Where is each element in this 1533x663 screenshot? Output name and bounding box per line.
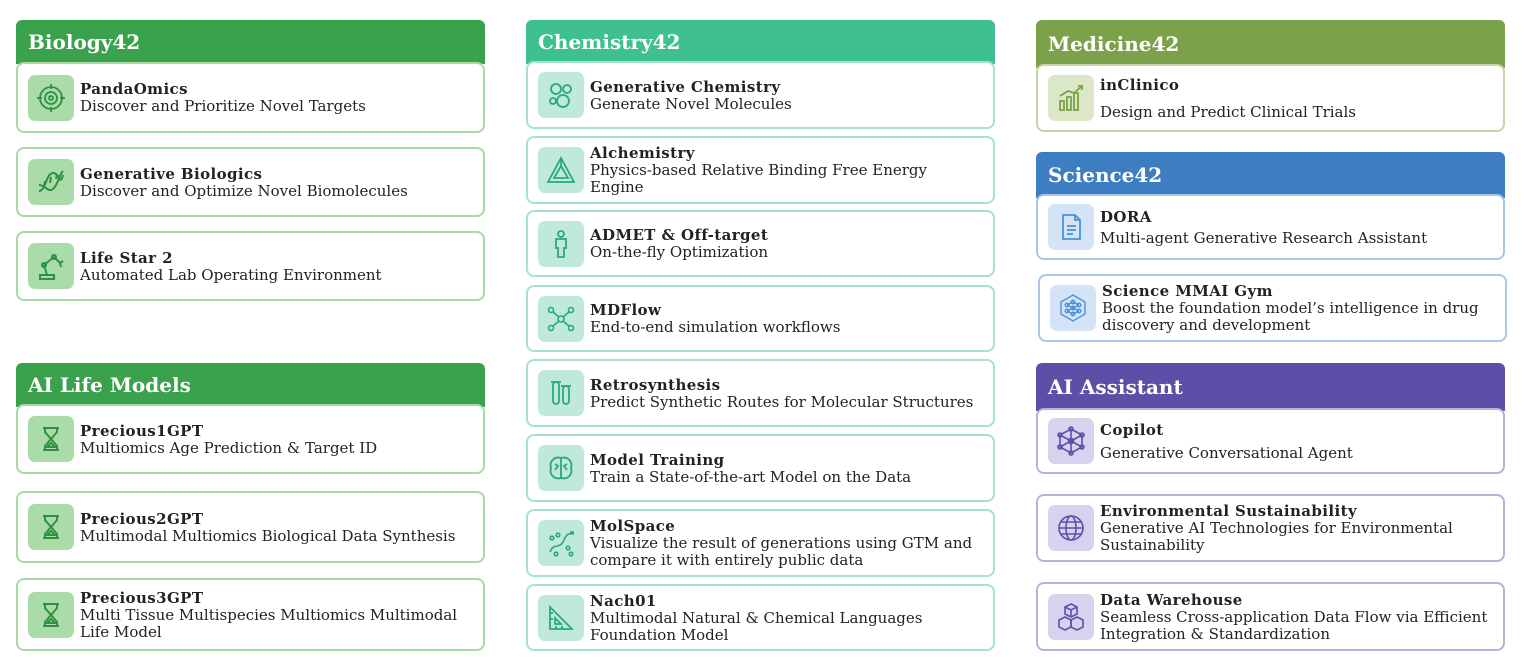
hourglass-icon xyxy=(28,416,74,462)
card-desc: Predict Synthetic Routes for Molecular Structures xyxy=(590,392,974,411)
card-title: inClinico xyxy=(1100,75,1180,94)
card-precious3gpt[interactable] xyxy=(16,578,485,651)
science42-header: Science42 xyxy=(1036,152,1505,198)
card-title: PandaOmics xyxy=(80,80,188,98)
card-environmental-sustainability[interactable] xyxy=(1036,494,1505,562)
card-desc: Seamless Cross-application Data Flow via Efficient Integration & Standardization xyxy=(1100,607,1488,643)
target-icon xyxy=(28,75,74,121)
card-title: MDFlow xyxy=(590,301,662,319)
card-desc: Multimodal Natural & Chemical Languages Foundation Model xyxy=(590,608,923,644)
card-molspace[interactable] xyxy=(526,509,995,577)
hourglass-icon xyxy=(28,592,74,638)
card-desc: Discover and Prioritize Novel Targets xyxy=(80,97,366,115)
card-title: Precious3GPT xyxy=(80,588,204,607)
bar-chart-icon xyxy=(1048,75,1094,121)
card-pandaomics[interactable] xyxy=(16,62,485,133)
card-desc: Discover and Optimize Novel Biomolecules xyxy=(80,181,408,200)
card-alchemistry[interactable] xyxy=(526,136,995,204)
card-desc: Multi-agent Generative Research Assistant xyxy=(1100,228,1428,247)
card-title: Retrosynthesis xyxy=(590,375,721,394)
card-generative-biologics[interactable] xyxy=(16,147,485,217)
card-desc: Automated Lab Operating Environment xyxy=(80,265,382,284)
hexagon-network-icon xyxy=(1048,418,1094,464)
card-title: Precious2GPT xyxy=(80,509,204,528)
card-title: Precious1GPT xyxy=(80,421,204,440)
card-desc: Boost the foundation model’s intelligence in drug discovery and development xyxy=(1102,299,1479,334)
card-admet-off-target[interactable] xyxy=(526,210,995,277)
card-desc: Train a State-of-the-art Model on the Data xyxy=(590,467,912,486)
card-desc: Generate Novel Molecules xyxy=(590,94,792,113)
document-icon xyxy=(1048,204,1094,250)
card-desc: Multi Tissue Multispecies Multiomics Multimodal Life Model xyxy=(80,605,458,641)
card-copilot[interactable] xyxy=(1036,408,1505,474)
ai-assistant-header: AI Assistant xyxy=(1036,363,1505,411)
card-life-star-2[interactable] xyxy=(16,231,485,301)
card-desc: On-the-fly Optimization xyxy=(590,243,769,261)
card-desc: End-to-end simulation workflows xyxy=(590,318,841,336)
card-data-warehouse[interactable] xyxy=(1036,582,1505,651)
robot-arm-icon xyxy=(28,243,74,289)
card-title: Alchemistry xyxy=(590,144,695,162)
card-title: DORA xyxy=(1100,207,1152,226)
ai-life-models-header: AI Life Models xyxy=(16,363,485,407)
card-precious2gpt[interactable] xyxy=(16,491,485,563)
card-nach01[interactable] xyxy=(526,584,995,651)
card-title: Data Warehouse xyxy=(1100,590,1243,609)
biology42-header: Biology42 xyxy=(16,20,485,64)
dna-icon xyxy=(28,159,74,205)
card-title: ADMET & Off-target xyxy=(590,226,769,244)
brain-icon xyxy=(538,445,584,491)
card-title: Generative Chemistry xyxy=(590,77,781,96)
card-model-training[interactable] xyxy=(526,434,995,502)
card-desc: Generative Conversational Agent xyxy=(1100,443,1353,462)
card-title: Science MMAI Gym xyxy=(1102,282,1273,300)
card-desc: Physics-based Relative Binding Free Energy Engine xyxy=(590,161,927,196)
medicine42-header: Medicine42 xyxy=(1036,20,1505,68)
card-title: Environmental Sustainability xyxy=(1100,502,1358,520)
card-desc: Design and Predict Clinical Trials xyxy=(1100,102,1356,121)
card-title: Nach01 xyxy=(590,591,657,610)
neural-net-icon xyxy=(1050,285,1096,331)
card-retrosynthesis[interactable] xyxy=(526,359,995,427)
card-desc: Visualize the result of generations using GTM and compare it with entirely public data xyxy=(590,534,973,569)
molecule-icon xyxy=(538,72,584,118)
card-generative-chemistry[interactable] xyxy=(526,61,995,129)
card-precious1gpt[interactable] xyxy=(16,404,485,474)
card-mdflow[interactable] xyxy=(526,285,995,352)
card-desc: Multimodal Multiomics Biological Data Synthesis xyxy=(80,526,456,545)
card-title: Copilot xyxy=(1100,420,1164,439)
card-desc: Generative AI Technologies for Environmental Sustainability xyxy=(1100,519,1453,554)
card-title: Life Star 2 xyxy=(80,248,173,267)
network-icon xyxy=(538,296,584,342)
chemistry42-header: Chemistry42 xyxy=(526,20,995,64)
card-inclinico[interactable] xyxy=(1036,64,1505,132)
pyramid-icon xyxy=(538,147,584,193)
scatter-map-icon xyxy=(538,520,584,566)
card-dora[interactable] xyxy=(1036,194,1505,260)
card-title: Generative Biologics xyxy=(80,164,263,183)
card-science-mmai-gym[interactable] xyxy=(1038,274,1507,342)
test-tubes-icon xyxy=(538,370,584,416)
card-desc: Multiomics Age Prediction & Target ID xyxy=(80,438,378,457)
hourglass-icon xyxy=(28,504,74,550)
triangle-ruler-icon xyxy=(538,595,584,641)
human-body-icon xyxy=(538,221,584,267)
card-title: MolSpace xyxy=(590,517,676,535)
cubes-icon xyxy=(1048,594,1094,640)
card-title: Model Training xyxy=(590,450,725,469)
globe-icon xyxy=(1048,505,1094,551)
